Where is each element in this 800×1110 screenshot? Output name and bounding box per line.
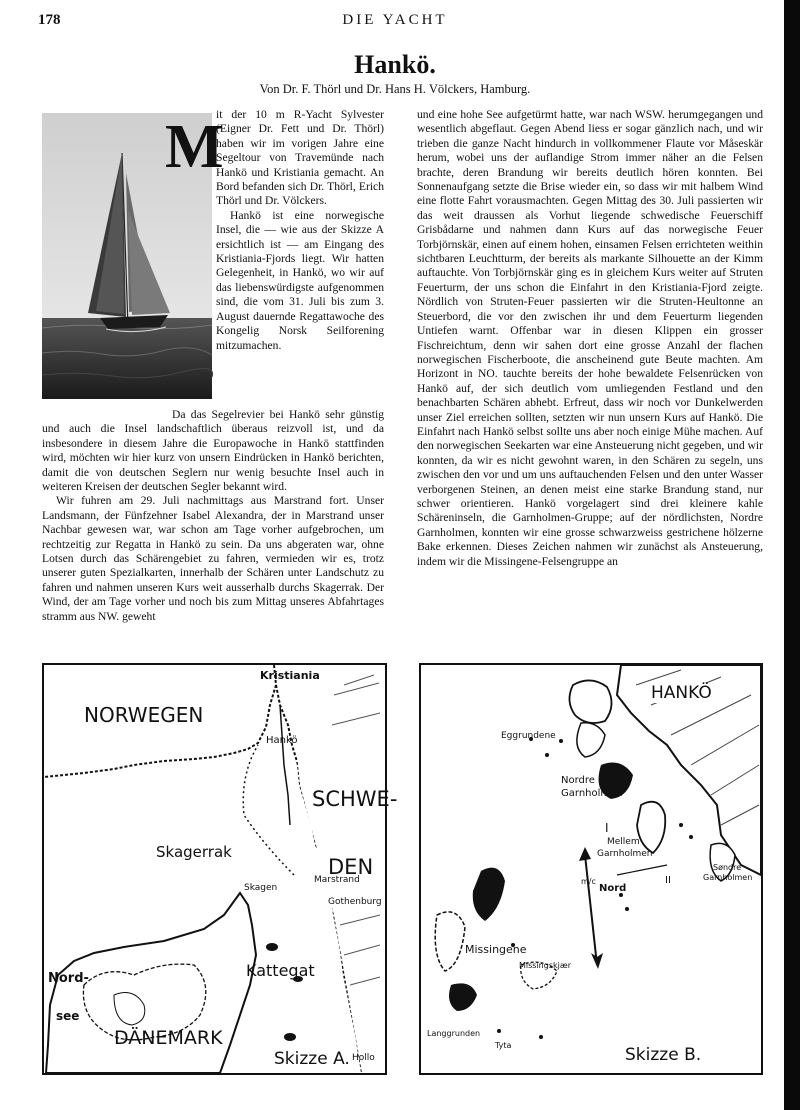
map-skizze-b [419, 663, 763, 1075]
map-b-label-nordre-2: Garnholmen [561, 788, 623, 799]
paragraph: Hankö ist eine norwegische Insel, die — wie aus der Skizze A ersichtlich ist — am Eingang des Kristiania-Fjords liegt. Wir hatten Gelegenheit, in Hankö, wo wir auf das liebenswürdigste aufgenommen sind, die vom 31. Juli bis zum 3. August dauernde Regattawoche des Kongelig Norsk Seilforening mitzumachen. [216, 208, 384, 352]
map-b-label-missingene: Missingene [465, 943, 527, 956]
map-b-label-sondre-2: Garnholmen [703, 873, 753, 882]
left-column [42, 408, 384, 624]
map-b-label-hanko: HANKÖ [651, 683, 712, 703]
map-a-caption: Skizze A. [274, 1049, 350, 1069]
map-a-label-hollo: Hollo [352, 1053, 375, 1063]
map-a-label-skagerrak: Skagerrak [156, 843, 232, 861]
map-b-label-sondre-1: Søndre [713, 863, 742, 872]
map-b-label-nord-prefix: m/c [581, 877, 596, 886]
paragraph: it der 10 m R-Yacht Sylvester (Eigner Dr. Fett und Dr. Thörl) haben wir im vorigen Jahre eine Segeltour von Travemünde nach Hankö und Kristiania gemacht. An Bord befanden sich Dr. Thörl, Erich Thörl und Dr. Völckers. [216, 108, 384, 208]
running-head: DIE YACHT [342, 12, 448, 28]
map-skizze-a [42, 663, 398, 1075]
map-a-label-schweden-1: SCHWE- [312, 787, 398, 811]
drop-cap: M [165, 113, 224, 181]
narrow-column [216, 108, 384, 353]
map-b-label-nord: Nord [599, 883, 627, 894]
map-b-label-mark-1: I [605, 821, 609, 835]
map-b-label-mark-2: II [665, 875, 671, 886]
map-b-label-mellem-1: Mellem [607, 837, 640, 847]
map-a-label-gothenburg: Gothenburg [328, 897, 382, 907]
map-b-label-mellem-2: Garnholmen [597, 849, 653, 859]
right-column [417, 108, 763, 569]
paragraph: Wir fuhren am 29. Juli nachmittags aus Marstrand fort. Unser Landsmann, der Fünfzehner Isabel Alexandra, der in Marstrand unser Nachbar gewesen war, war schon am Tage vorher aufgebrochen, um rechtzeitig zur Regatta in Hankö zu sein. Da uns abgeraten war, ohne Lotsen durch das Schärengebiet zu fahren, vermieden wir es, trotz unserer guten Spezialkarten, innerhalb der Schären unter Landschutz zu fahren und nahmen unseren Kurs weit ausserhalb durchs Skagerrak. Der Wind, der am Tage vorher und noch bis zum Mittag unseres Abfahrtages stramm aus NW. geweht [42, 494, 384, 623]
map-a-label-norwegen: NORWEGEN [84, 703, 204, 727]
map-a-label-nordsee-1: Nord- [48, 971, 89, 986]
map-a-label-schweden-2: DEN [328, 855, 374, 879]
map-a-label-nordsee-2: see [56, 1009, 80, 1023]
map-a-label-hanko: Hankö [266, 735, 298, 746]
map-a-label-skagen: Skagen [244, 883, 278, 893]
article-title: Hankö. [354, 50, 436, 79]
page-number: 178 [38, 12, 61, 28]
map-b-label-missingskjaer: Missingskjær [519, 961, 571, 970]
map-a-label-kattegat: Kattegat [246, 961, 315, 980]
map-a-label-kristiania: Kristiania [260, 669, 320, 682]
map-b-label-tyta: Tyta [495, 1041, 512, 1050]
map-b-caption: Skizze B. [625, 1045, 702, 1065]
map-a-label-danemark: DÄNEMARK [114, 1027, 223, 1049]
map-b-label-langgrunden: Langgrunden [427, 1029, 481, 1038]
article-byline: Von Dr. F. Thörl und Dr. Hans H. Völckers, Hamburg. [259, 82, 531, 96]
paragraph: und eine hohe See aufgetürmt hatte, war nach WSW. herumgegangen und wesentlich abgeflaut. Gegen Abend liess er sogar gänzlich nach, und wir trieben die ganze Nacht hindurch in vollkommener Flaute vor Måseskär herum, wobei uns der auflandige Strom immer näher an die Felsen brachte, deren Brandung wir bereits deutlich hören konnten. Bei Sonnenaufgang setzte die Brise wieder ein, so dass wir mit halbem Wind eine flotte Fahrt vorausmachten. Gegen Mittag des 30. Juli passierten wir das weit draussen als Vorhut liegende schwedische Feuerschiff Grisbådarne und nahmen dann Kurs auf das norwegische Feuer Torbjörnskär, einen auf einem hohen, einsamen Felsen errichteten weithin sichtbaren Leuchtturm, der bereits als markante Silhouette an der Kimm auftauchte. Von Torbjörnskär ging es in gleichem Kurs weiter auf Struten Feuerturm, der uns schon die Einfahrt in den Kristiania-Fjord zeigte. Nördlich von Struten-Feuer passierten wir die Struten-Heultonne an Steuerbord, die vor den zwischen ihr und dem Feuerturm liegenden Untiefen warnt. Offenbar war in diesen Klippen ein grosser Fischreichtum, denn wir sahen dort eine grosse Anzahl der flachen norwegischen Fischerboote, die anscheinend gute Beute machten. Am Horizont in NO. tauchte bereits der hohe bewaldete Felsenrücken von Hankö auf, der sich deutlich vom umliegenden Festland und den benachbarten Schären abhebt. Erfreut, dass wir noch vor Dunkelwerden unser Ziel erreichen sollten, setzten wir nun unsern Kurs auf Hankö. Die Einfahrt nach Hankö selbst sollte uns aber noch einige Mühe machen. Auf den norwegischen Seekarten war eine Ansteuerung nicht gegeben, und wir konnten, da wir es nicht gewohnt waren, in den Schären zu segeln, uns zwischen den vor und um uns auftauchenden Felsen und den unter Wasser verborgenen Steinen, an denen meist eine starke Brandung stand, nur schwer orientieren. Hankö vorgelagert sind drei kleinere kahle Schäreninseln, die Garnholmen-Gruppe; auf der nördlichsten, Nordre Garnholmen, konnten wir eine grosse schwarzweiss gestrichene hölzerne Bake erkennen. Dieses Zeichen nahmen wir zunächst als Ansteuerung, indem wir die Missingene-Felsengruppe an [417, 108, 763, 568]
map-b-label-nordre-1: Nordre [561, 775, 595, 786]
map-a-label-marstrand: Marstrand [314, 875, 360, 885]
map-b-drawing [421, 665, 761, 1073]
paragraph: Da das Segelrevier bei Hankö sehr günstig und auch die Insel landschaftlich überaus reizvoll ist, und da insbesondere in diesem Jahre die Europawoche in Hankö stattfinden wird, möchten wir hier kurz von unsern Eindrücken in Hankö berichten, damit die von deutschen Seglern nur wenig besuchte Insel auch in weiteren Kreisen der deutschen Segler bekannt wird. [42, 408, 384, 494]
map-b-label-eggrundene: Eggrundene [501, 731, 556, 741]
page-edge-shadow [784, 0, 800, 1110]
